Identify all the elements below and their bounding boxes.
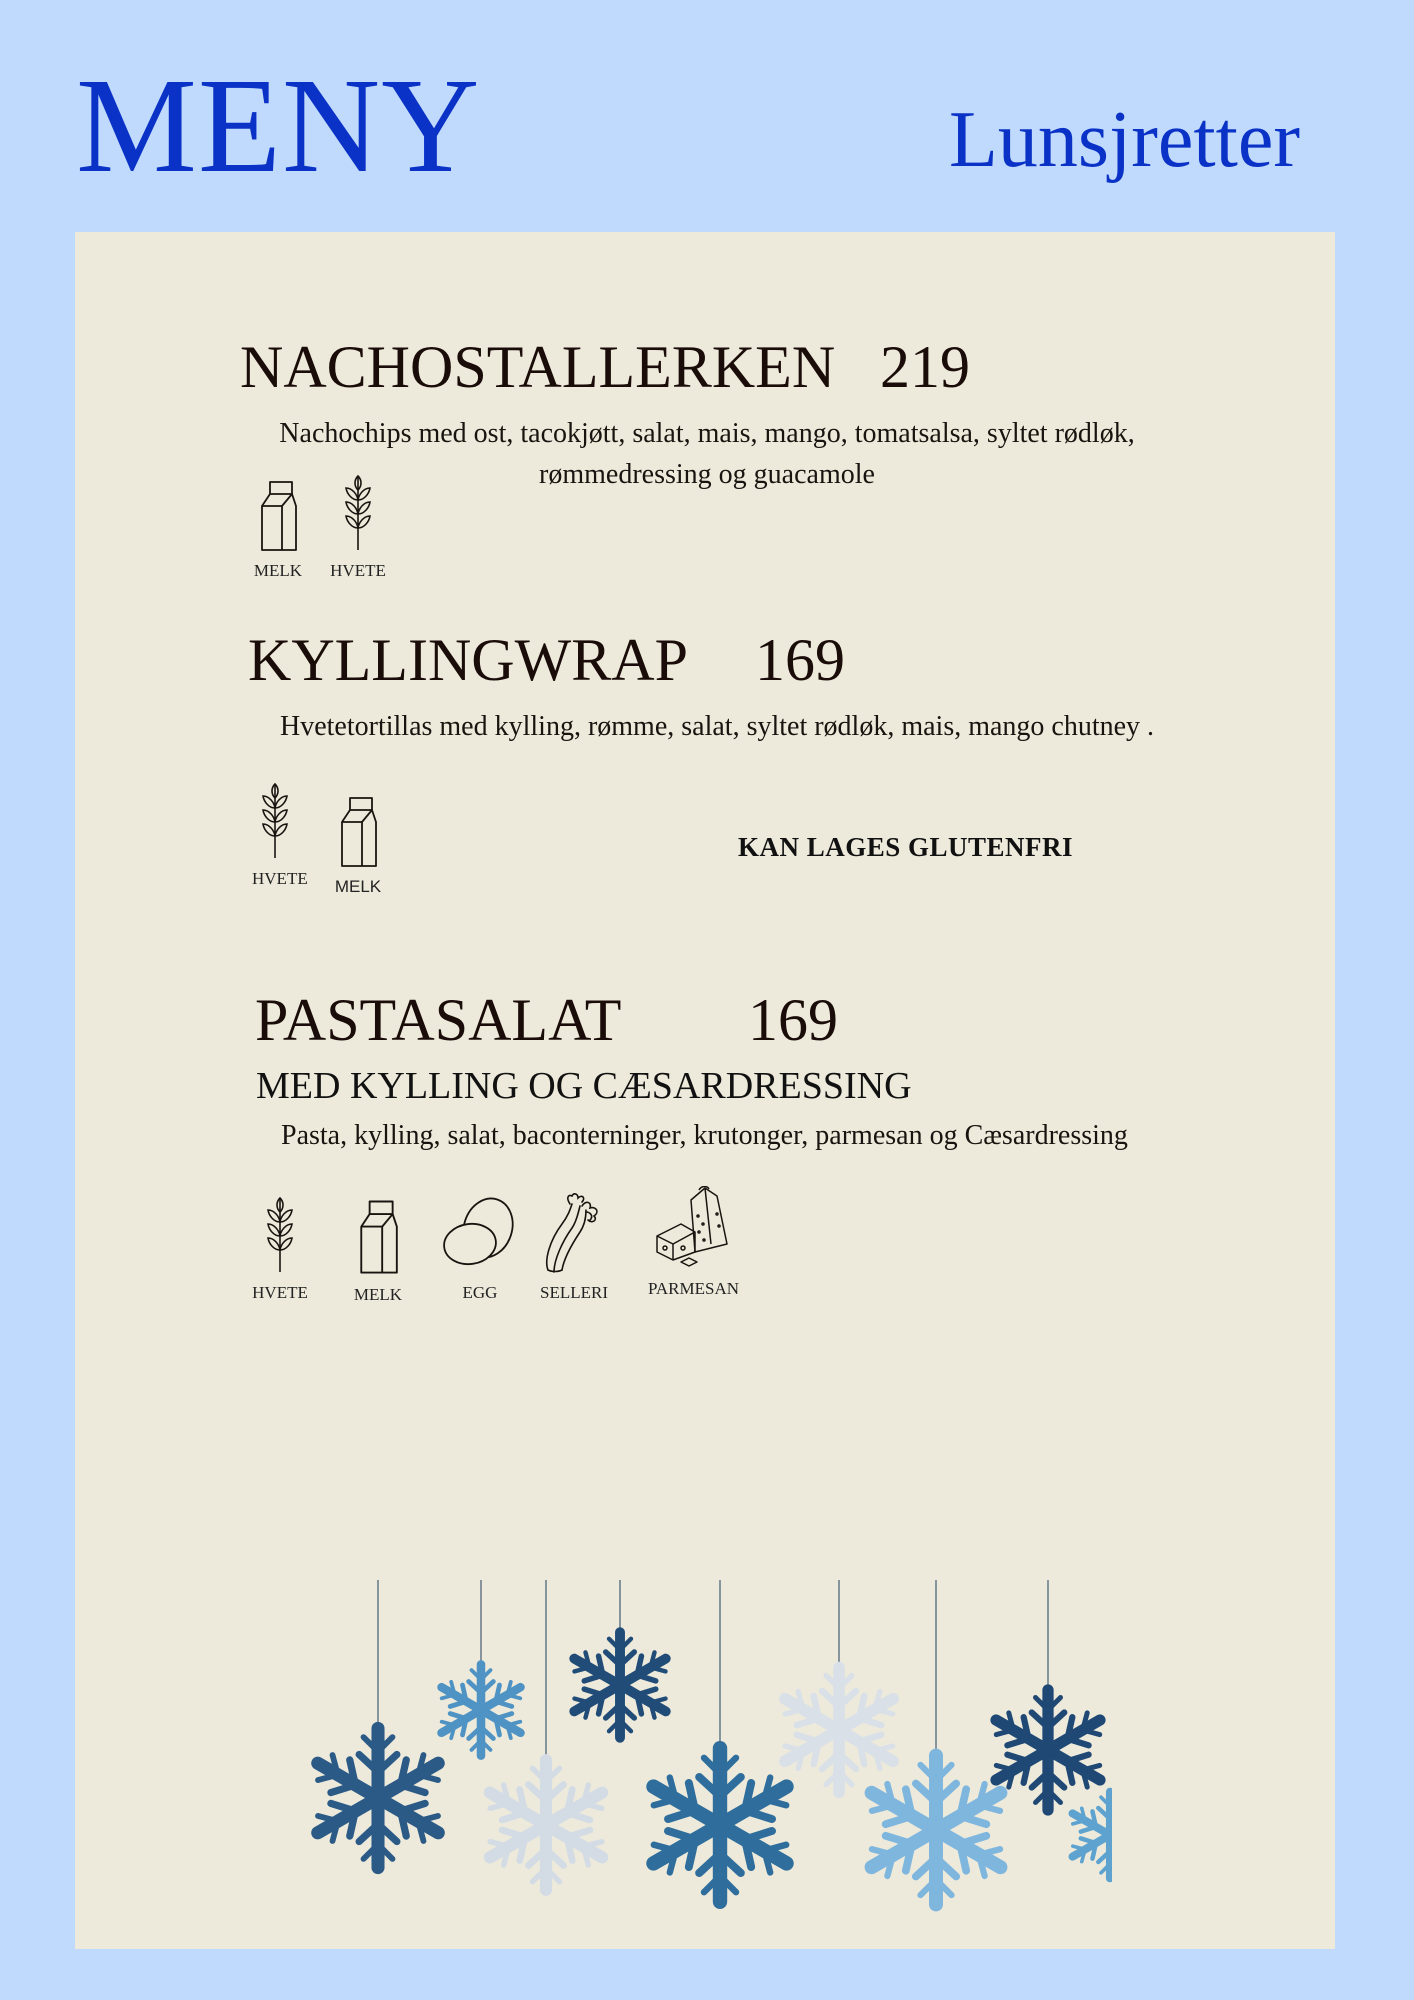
allergen-melk <box>350 1196 406 1303</box>
allergen-label: MELK <box>353 1285 403 1304</box>
cheese-grater-icon <box>651 1186 735 1270</box>
allergen-label: MELK <box>334 877 382 896</box>
allergen-label: SELLERI <box>540 1283 608 1302</box>
allergen-label: HVETE <box>330 561 386 580</box>
gluten-free-note: KAN LAGES GLUTENFRI <box>738 832 1074 862</box>
allergen-hvete <box>252 1192 308 1301</box>
allergen-label: EGG <box>462 1283 498 1302</box>
allergen-hvete <box>252 778 308 888</box>
allergen-melk <box>328 794 388 895</box>
milk-carton-icon <box>256 478 300 552</box>
milk-carton-icon <box>355 1196 401 1276</box>
allergen-hvete <box>330 470 386 579</box>
wheat-icon <box>341 470 375 552</box>
celery-icon <box>540 1190 606 1274</box>
allergen-selleri <box>540 1190 606 1301</box>
dish-name-pastasalat: PASTASALAT <box>255 987 622 1053</box>
hanging-snowflakes-illustration <box>310 1580 1112 1934</box>
dish-subtitle-pastasalat: MED KYLLING OG CÆSARDRESSING <box>256 1065 912 1107</box>
dish-description-kyllingwrap: Hvetetortillas med kylling, rømme, salat, syltet rødløk, mais, mango chutney . <box>280 711 1155 742</box>
wheat-icon <box>263 1192 297 1274</box>
allergen-label: HVETE <box>252 869 308 888</box>
dish-name-kyllingwrap: KYLLINGWRAP <box>248 627 688 693</box>
dish-price-kyllingwrap: 169 <box>755 627 845 693</box>
dish-price-nachostallerken: 219 <box>880 334 970 400</box>
egg-icon <box>442 1194 518 1274</box>
milk-carton-icon <box>336 794 380 868</box>
allergen-egg <box>440 1194 520 1301</box>
allergen-parmesan <box>648 1186 738 1297</box>
allergen-melk <box>250 478 306 579</box>
wheat-icon <box>258 778 292 860</box>
allergen-label: HVETE <box>252 1283 308 1302</box>
menu-subtitle: Lunsjretter <box>949 96 1300 184</box>
allergen-label: MELK <box>253 561 303 580</box>
allergen-label: PARMESAN <box>648 1279 740 1298</box>
menu-title: MENY <box>76 51 481 201</box>
dish-description-nachostallerken: Nachochips med ost, tacokjøtt, salat, mais, mango, tomatsalsa, syltet rødløk, rømmedressing og guacamole <box>279 418 1135 490</box>
dish-description-pastasalat: Pasta, kylling, salat, baconterninger, krutonger, parmesan og Cæsardressing <box>281 1120 1128 1151</box>
dish-name-nachostallerken: NACHOSTALLERKEN <box>240 334 836 400</box>
dish-price-pastasalat: 169 <box>748 987 838 1053</box>
